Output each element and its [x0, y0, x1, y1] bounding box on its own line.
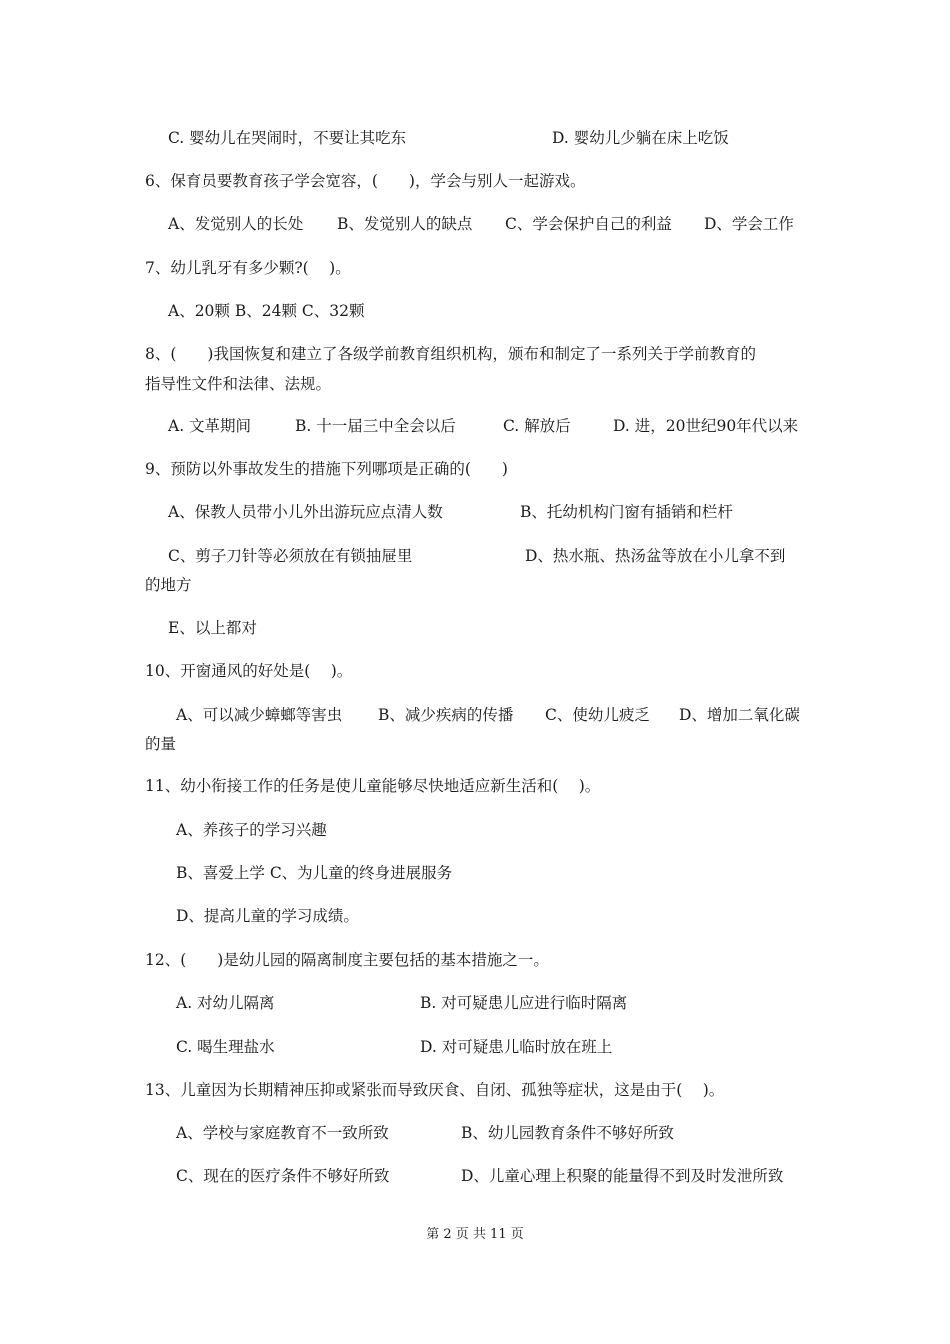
- option-5d: D. 婴幼儿少躺在床上吃饭: [552, 129, 729, 147]
- option-10d: D、增加二氧化碳: [679, 706, 800, 724]
- option-8c: C. 解放后: [503, 417, 571, 435]
- option-10b: B、减少疾病的传播: [378, 706, 514, 724]
- option-12d: D. 对可疑患儿临时放在班上: [420, 1038, 613, 1056]
- question-8: 8、( )我国恢复和建立了各级学前教育组织机构，颁布和制定了一系列关于学前教育的: [145, 345, 756, 363]
- options-7: A、20颗 B、24颗 C、32颗: [168, 302, 365, 320]
- option-9d: D、热水瓶、热汤盆等放在小儿拿不到: [525, 547, 786, 565]
- option-9b: B、托幼机构门窗有插销和栏杆: [520, 503, 733, 521]
- question-11: 11、幼小衔接工作的任务是使儿童能够尽快地适应新生活和( )。: [145, 777, 601, 795]
- option-9c: C、剪子刀针等必须放在有锁抽屉里: [168, 547, 413, 565]
- option-13a: A、学校与家庭教育不一致所致: [176, 1124, 389, 1142]
- option-12b: B. 对可疑患儿应进行临时隔离: [420, 994, 628, 1012]
- option-10a: A、可以减少蟑螂等害虫: [176, 706, 343, 724]
- question-6: 6、保育员要教育孩子学会宽容，( )，学会与别人一起游戏。: [145, 172, 586, 190]
- option-11a: A、养孩子的学习兴趣: [176, 821, 327, 839]
- option-10c: C、使幼儿疲乏: [545, 706, 650, 724]
- option-10d-cont: 的量: [145, 735, 177, 753]
- page-number: 第 2 页 共 11 页: [426, 1227, 524, 1242]
- question-8-cont: 指导性文件和法律、法规。: [145, 375, 332, 393]
- option-9a: A、保教人员带小儿外出游玩应点清人数: [168, 503, 443, 521]
- option-13d: D、儿童心理上积聚的能量得不到及时发泄所致: [461, 1167, 784, 1185]
- options-11bc: B、喜爱上学 C、为儿童的终身进展服务: [176, 864, 453, 882]
- option-6a: A、发觉别人的长处: [168, 215, 304, 233]
- question-9: 9、预防以外事故发生的措施下列哪项是正确的( ): [145, 460, 508, 478]
- option-6c: C、学会保护自己的利益: [505, 215, 672, 233]
- option-5c: C. 婴幼儿在哭闹时，不要让其吃东: [168, 129, 407, 147]
- option-8d: D. 进，20世纪90年代以来: [613, 417, 799, 435]
- question-7: 7、幼儿乳牙有多少颗?( )。: [145, 259, 351, 277]
- option-13c: C、现在的医疗条件不够好所致: [176, 1167, 390, 1185]
- option-11d: D、提高儿童的学习成绩。: [176, 907, 359, 925]
- option-8b: B. 十一届三中全会以后: [295, 417, 456, 435]
- option-9d-cont: 的地方: [145, 576, 192, 594]
- question-13: 13、儿童因为长期精神压抑或紧张而导致厌食、自闭、孤独等症状，这是由于( )。: [145, 1081, 725, 1099]
- option-6d: D、学会工作: [704, 215, 794, 233]
- option-9e: E、以上都对: [168, 619, 257, 637]
- question-10: 10、开窗通风的好处是( )。: [145, 662, 353, 680]
- option-12c: C. 喝生理盐水: [176, 1038, 275, 1056]
- option-8a: A. 文革期间: [168, 417, 252, 435]
- option-6b: B、发觉别人的缺点: [337, 215, 473, 233]
- question-12: 12、( )是幼儿园的隔离制度主要包括的基本措施之一。: [145, 951, 549, 969]
- option-12a: A. 对幼儿隔离: [176, 994, 275, 1012]
- option-13b: B、幼儿园教育条件不够好所致: [461, 1124, 674, 1142]
